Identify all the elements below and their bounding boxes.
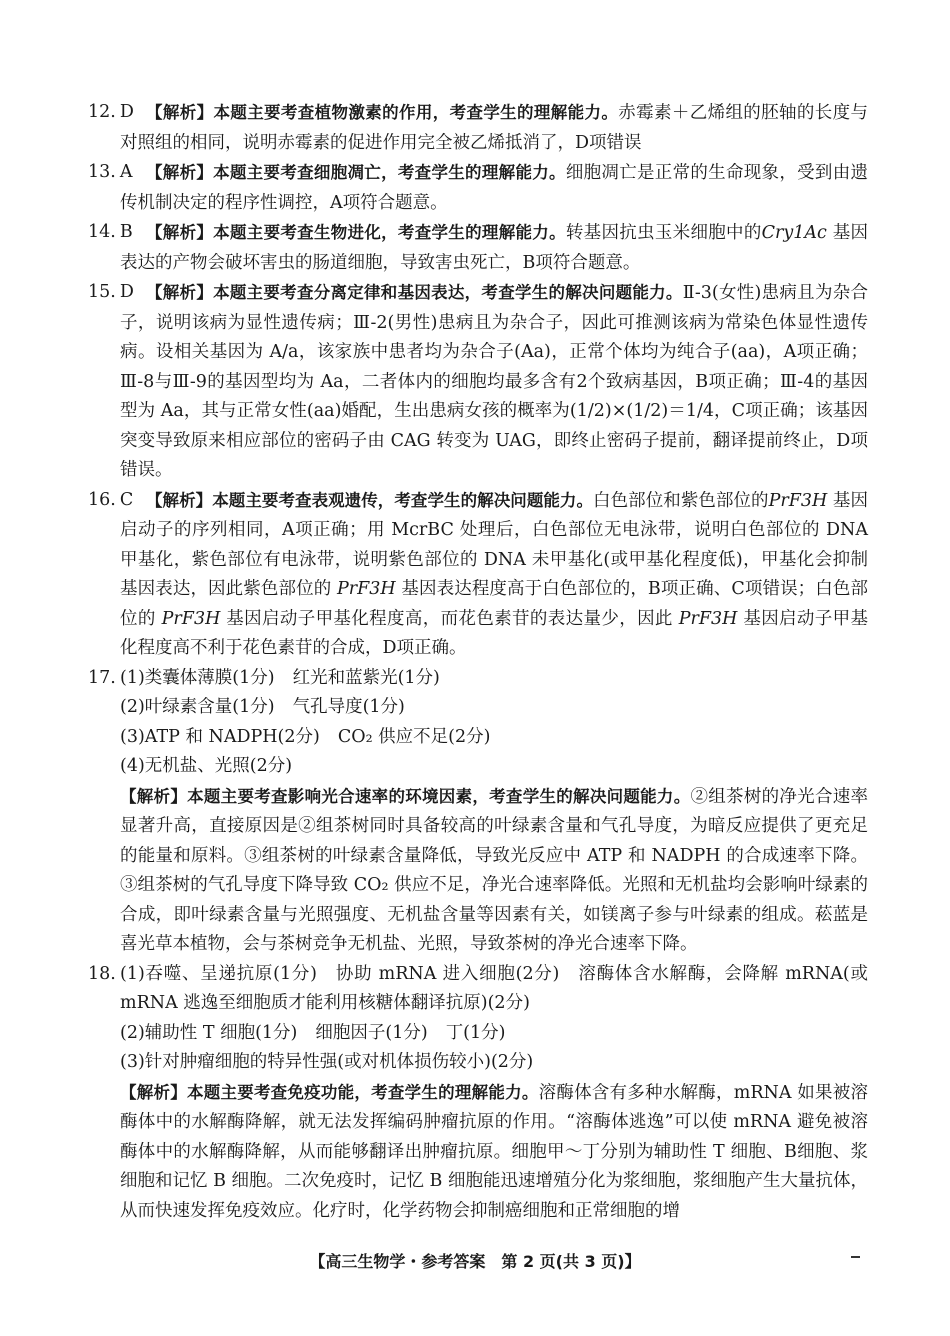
- answer-content: [88, 98, 868, 1226]
- analysis-label: 【解析】本题主要考查植物激素的作用，考查学生的理解能力。: [146, 103, 619, 122]
- sub-answer-2: (2)叶绿素含量(1分) 气孔导度(1分): [120, 697, 405, 717]
- gene-name: PrF3H: [161, 608, 221, 629]
- sub-answer-2: (2)辅助性 T 细胞(1分) 细胞因子(1分) 丁(1分): [120, 1022, 506, 1043]
- gene-name: PrF3H: [678, 608, 738, 629]
- page-footer: 【高三生物学・参考答案 第 2 页(共 3 页)】: [309, 1252, 641, 1271]
- analysis-label: 【解析】本题主要考查分离定律和基因表达，考查学生的解决问题能力。: [146, 283, 683, 302]
- sub-answer-3: (3)针对肿瘤细胞的特异性强(或对机体损伤较小)(2分): [120, 1052, 534, 1072]
- answer-item-15: [88, 278, 868, 486]
- answer-choice: A: [119, 162, 133, 182]
- answer-item-13: [88, 158, 868, 218]
- sub-answer-4: (4)无机盐、光照(2分): [120, 756, 293, 776]
- corner-mark: [851, 1256, 860, 1258]
- answer-item-18: [88, 960, 868, 1227]
- analysis-text: ②组茶树的净光合速率显著升高，直接原因是②组茶树同时具备较高的叶绿素含量和气孔导度，为暗反应提供了更充足的能量和原料。③组茶树的叶绿素含量降低，导致光反应中 ATP 和 NADPH 的合成速率下降。③组茶树的气孔导度下降导致 CO₂ 供应不足，净光合速率降低。光照和无机盐均会影响叶绿素的合成，即叶绿素含量与光照强度、无机盐含量等因素有关，如镁离子参与叶绿素的组成。菘蓝是喜光草本植物，会与茶树竞争无机盐、光照，导致茶树的净光合速率下降。: [120, 786, 869, 954]
- analysis-text: Ⅱ-3(女性)患病且为杂合子，说明该病为显性遗传病；Ⅲ-2(男性)患病且为杂合子，因此可推测该病为常染色体显性遗传病。设相关基因为 A/a，该家族中患者均为杂合子(Aa)，正常个体均为纯合子(aa)，A项正确；Ⅲ-8与Ⅲ-9的基因型均为 Aa，二者体内的细胞均最多含有2个致病基因，B项正确；Ⅲ-4的基因型为 Aa，其与正常女性(aa)婚配，生出患病女孩的概率为(1/2)×(1/2)＝1/4，C项正确；该基因突变导致原来相应部位的密码子由 CAG 转变为 UAG，即终止密码子提前，翻译提前终止，D项错误。: [120, 283, 868, 480]
- analysis-text: 基因启动子的序列相同，A项正确；用 McrBC 处理后，白色部位无电泳带，说明白色部位的 DNA 甲基化，紫色部位有电泳带，说明紫色部位的 DNA 未甲基化(或甲基化程度低)，甲基化会抑制基因表达，因此紫色部位的: [120, 490, 868, 599]
- gene-name: PrF3H: [337, 579, 396, 599]
- analysis-text: 转基因抗虫玉米细胞中的: [565, 223, 762, 243]
- analysis-label: 【解析】本题主要考查生物进化，考查学生的理解能力。: [146, 223, 566, 242]
- question-number: 13.: [88, 162, 116, 182]
- analysis-paragraph: [120, 782, 868, 960]
- gene-name: PrF3H: [768, 490, 828, 511]
- answer-item-14: [88, 218, 868, 278]
- question-number: 15.: [88, 282, 116, 302]
- question-number: 16.: [88, 489, 116, 510]
- answer-item-16: [88, 486, 868, 664]
- analysis-text: 基因启动子甲基化程度高，而花色素苷的表达量少，因此: [220, 608, 679, 629]
- analysis-text: 基因表达程度高于白色部位的，B项正确、C项错误；白色部位的: [120, 579, 869, 629]
- analysis-label: 【解析】本题主要考查细胞凋亡，考查学生的理解能力。: [146, 163, 566, 182]
- answer-choice: B: [119, 222, 133, 242]
- gene-name: Cry1Ac: [761, 223, 827, 243]
- answer-choice: C: [119, 489, 134, 510]
- answer-choice: D: [119, 282, 134, 302]
- analysis-label: 【解析】本题主要考查免疫功能，考查学生的理解能力。: [120, 1082, 539, 1102]
- answer-item-12: [88, 98, 868, 158]
- answer-choice: D: [119, 102, 134, 122]
- analysis-text: 溶酶体含有多种水解酶，mRNA 如果被溶酶体中的水解酶降解，就无法发挥编码肿瘤抗原的作用。“溶酶体逃逸”可以使 mRNA 避免被溶酶体中的水解酶降解，从而能够翻译出肿瘤抗原。细胞甲～丁分别为辅助性 T 细胞、B细胞、浆细胞和记忆 B 细胞。二次免疫时，记忆 B 细胞能迅速增殖分化为浆细胞，浆细胞产生大量抗体，从而快速发挥免疫效应。化疗时，化学药物会抑制癌细胞和正常细胞的增: [120, 1082, 868, 1221]
- analysis-text: 基因启动子甲基化程度高不利于花色素苷的合成，D项正确。: [120, 608, 868, 658]
- answer-item-17: [88, 664, 868, 960]
- question-number: 17.: [88, 667, 116, 688]
- analysis-label: 【解析】本题主要考查影响光合速率的环境因素，考查学生的解决问题能力。: [120, 786, 691, 806]
- sub-answer-3: (3)ATP 和 NADPH(2分) CO₂ 供应不足(2分): [120, 726, 491, 747]
- analysis-text: 基因表达的产物会破坏害虫的肠道细胞，导致害虫死亡，B项符合题意。: [120, 223, 868, 273]
- sub-answer-1: (1)类囊体薄膜(1分) 红光和蓝紫光(1分): [120, 667, 440, 688]
- analysis-text: 细胞凋亡是正常的生命现象，受到由遗传机制决定的程序性调控，A项符合题意。: [120, 163, 869, 213]
- analysis-text: 赤霉素＋乙烯组的胚轴的长度与对照组的相同，说明赤霉素的促进作用完全被乙烯抵消了，D项错误: [120, 103, 869, 153]
- analysis-paragraph: [120, 1078, 868, 1227]
- analysis-label: 【解析】本题主要考查表观遗传，考查学生的解决问题能力。: [146, 490, 594, 510]
- question-number: 14.: [88, 222, 116, 242]
- question-number: 18.: [88, 963, 116, 984]
- analysis-text: 白色部位和紫色部位的: [593, 490, 769, 511]
- question-number: 12.: [88, 102, 116, 122]
- sub-answer-1: (1)吞噬、呈递抗原(1分) 协助 mRNA 进入细胞(2分) 溶酶体含水解酶，会降解 mRNA(或 mRNA 逃逸至细胞质才能利用核糖体翻译抗原)(2分): [120, 963, 868, 1013]
